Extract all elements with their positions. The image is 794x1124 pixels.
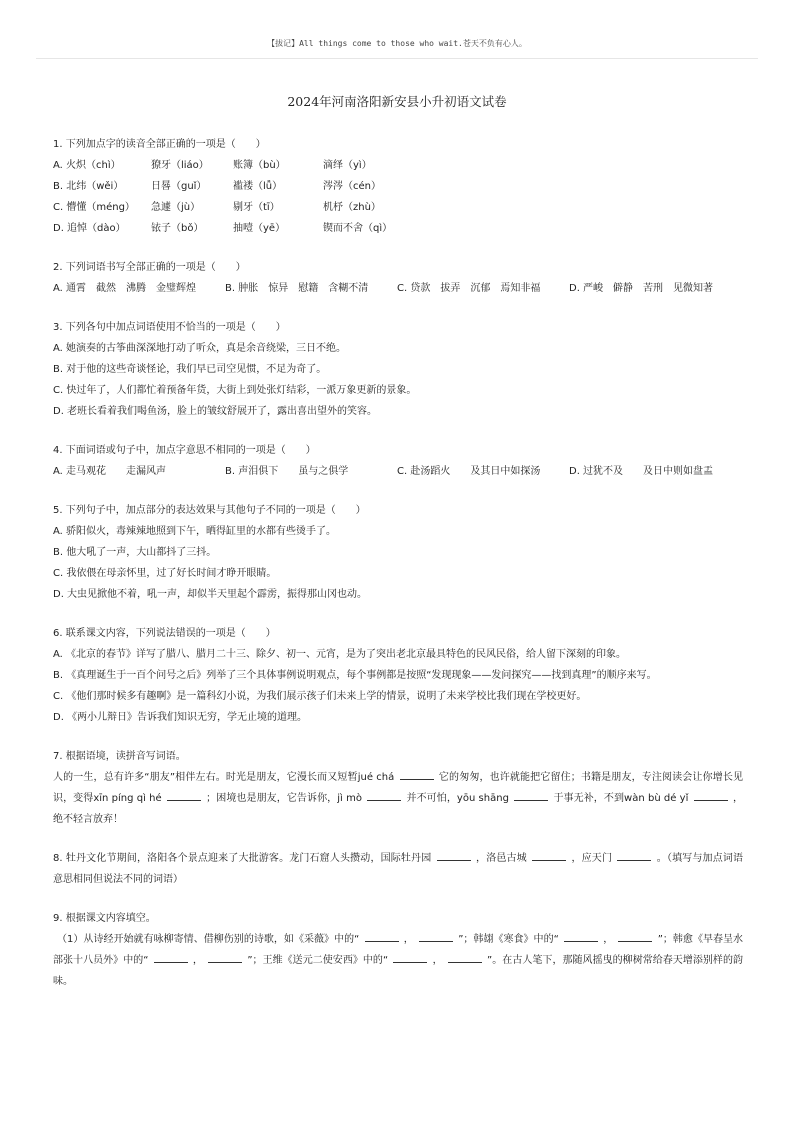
q1-cell: 獠牙（liáo） bbox=[151, 160, 209, 171]
q8-blank-1[interactable] bbox=[437, 849, 471, 861]
q7-text: ，绝不轻言放弃！ bbox=[53, 793, 743, 825]
q5-option-d: D. 大虫见掀他不着，吼一声，却似半天里起个霹雳，振得那山冈也动。 bbox=[53, 589, 368, 600]
q9-text: （1）从诗经开始就有咏柳寄情、借柳伤别的诗歌，如《采薇》中的“ bbox=[57, 934, 360, 945]
q1-cell: 抽噎（yē） bbox=[233, 223, 286, 234]
q1-cell: 滴绎（yì） bbox=[323, 160, 372, 171]
q2-option-d: D. 严峻 僻静 苦刑 见微知著 bbox=[569, 283, 714, 294]
q1-cell: 铱子（bǒ） bbox=[151, 223, 204, 234]
q5-option-c: C. 我依偎在母亲怀里，过了好长时间才睁开眼睛。 bbox=[53, 568, 277, 579]
q6-option-c: C. 《他们那时候多有趣啊》是一篇科幻小说，为我们展示孩子们未来上学的情景，说明了未来学校比我们现在学校更好。 bbox=[53, 691, 587, 702]
q7-blank-2[interactable] bbox=[167, 789, 201, 801]
q1-cell: C. 懵懂（méng） bbox=[53, 202, 135, 213]
question-7-passage bbox=[53, 767, 743, 830]
q9-blank-4[interactable] bbox=[618, 930, 652, 942]
question-1-option-row bbox=[53, 218, 743, 239]
header-divider bbox=[36, 58, 758, 59]
q9-text: ”。在古人笔下，那随风摇曳的柳树常给春天增添别样的韵味。 bbox=[53, 955, 743, 987]
q4-option-d: D. 过犹不及 及日中则如盘盂 bbox=[569, 466, 714, 477]
q7-blank-3[interactable] bbox=[367, 789, 401, 801]
q4-option-a: A. 走马观花 走漏风声 bbox=[53, 466, 167, 477]
q8-blank-3[interactable] bbox=[617, 849, 651, 861]
question-4-stem: 4. 下面词语或句子中，加点字意思不相同的一项是（ ） bbox=[53, 445, 316, 456]
q8-blank-2[interactable] bbox=[532, 849, 566, 861]
page-title: 2024年河南洛阳新安县小升初语文试卷 bbox=[287, 94, 507, 109]
q2-option-b: B. 肿胀 惊异 慰籍 含糊不清 bbox=[225, 283, 369, 294]
q5-option-b: B. 他大吼了一声，大山都抖了三抖。 bbox=[53, 547, 217, 558]
question-5 bbox=[53, 500, 743, 605]
q2-option-c: C. 贷款 拔弄 沉郁 焉知非福 bbox=[397, 283, 541, 294]
q9-text: ”；韩翃《寒食》中的“ bbox=[458, 934, 559, 945]
q6-option-d: D. 《两小儿辩日》告诉我们知识无穷，学无止境的道理。 bbox=[53, 712, 308, 723]
q9-text: ”；韩愈《早春呈水部张十八员外》中的“ bbox=[53, 934, 744, 966]
q9-blank-8[interactable] bbox=[448, 951, 482, 963]
q1-cell: 涔涔（cén） bbox=[323, 181, 381, 192]
question-2-options bbox=[53, 278, 743, 299]
q1-cell: 急遽（jù） bbox=[151, 202, 201, 213]
q3-option-a: A. 她演奏的古筝曲深深地打动了听众，真是余音绕梁，三日不绝。 bbox=[53, 343, 347, 354]
question-6-stem: 6. 联系课文内容，下列说法错误的一项是（ ） bbox=[53, 628, 276, 639]
question-7 bbox=[53, 746, 743, 830]
q9-blank-2[interactable] bbox=[419, 930, 453, 942]
q1-cell: B. 北纬（wěi） bbox=[53, 181, 124, 192]
q7-text: 它的匆匆，也许就能把它留住；书籍是朋友，专注阅读会让你增长见识，变得xīn píng qì hé bbox=[53, 772, 743, 804]
q8-text: 8. 牡丹文化节期间，洛阳各个景点迎来了大批游客。龙门石窟人头攒动，国际牡丹园 bbox=[53, 853, 432, 864]
question-3-stem: 3. 下列各句中加点词语使用不恰当的一项是（ ） bbox=[53, 322, 286, 333]
q9-text: ”；王维《送元二使安西》中的“ bbox=[247, 955, 389, 966]
q7-blank-1[interactable] bbox=[400, 768, 434, 780]
q7-blank-5[interactable] bbox=[694, 789, 728, 801]
q9-blank-1[interactable] bbox=[365, 930, 399, 942]
question-8 bbox=[53, 848, 743, 890]
page-header: 【拔记】All things come to those who wait.苍天不负有心人。 bbox=[267, 39, 527, 48]
q9-text: ， bbox=[192, 955, 203, 966]
question-2 bbox=[53, 257, 743, 299]
q7-text: 于事无补，不到wàn bù dé yǐ bbox=[553, 793, 689, 804]
question-1-stem: 1. 下列加点字的读音全部正确的一项是（ ） bbox=[53, 139, 266, 150]
q9-blank-7[interactable] bbox=[393, 951, 427, 963]
question-1 bbox=[53, 134, 743, 239]
q1-cell: A. 火炽（chì） bbox=[53, 160, 121, 171]
q6-option-a: A. 《北京的春节》详写了腊八、腊月二十三、除夕、初一、元宵，是为了突出老北京最具特色的民风民俗，给人留下深刻的印象。 bbox=[53, 649, 627, 660]
q7-text: 并不可怕，yōu shāng bbox=[406, 793, 509, 804]
exam-content bbox=[53, 134, 743, 1010]
q3-option-d: D. 老班长看着我们喝鱼汤，脸上的皱纹舒展开了，露出喜出望外的笑容。 bbox=[53, 406, 378, 417]
q2-option-a: A. 通霄 截然 沸腾 金璧辉煌 bbox=[53, 283, 197, 294]
q5-option-a: A. 骄阳似火，毒辣辣地照到下午，晒得缸里的水都有些烫手了。 bbox=[53, 526, 337, 537]
q1-cell: 日晷（guǐ） bbox=[151, 181, 207, 192]
q4-option-c: C. 赴汤蹈火 及其日中如探汤 bbox=[397, 466, 541, 477]
q9-text: ， bbox=[603, 934, 614, 945]
question-6 bbox=[53, 623, 743, 728]
q3-option-b: B. 对于他的这些奇谈怪论，我们早已司空见惯，不足为奇了。 bbox=[53, 364, 327, 375]
question-7-stem: 7. 根据语境，读拼音写词语。 bbox=[53, 751, 186, 762]
q4-option-b: B. 声泪俱下 虽与之俱学 bbox=[225, 466, 349, 477]
q1-cell: 锲而不舍（qì） bbox=[323, 223, 393, 234]
question-1-option-row bbox=[53, 176, 743, 197]
question-3 bbox=[53, 317, 743, 422]
q8-text: ，应天门 bbox=[571, 853, 613, 864]
q1-cell: 账簿（bù） bbox=[233, 160, 286, 171]
question-4-options bbox=[53, 461, 743, 482]
question-4 bbox=[53, 440, 743, 482]
q1-cell: 剔牙（tī） bbox=[233, 202, 280, 213]
q9-text: ， bbox=[403, 934, 414, 945]
question-2-stem: 2. 下列词语书写全部正确的一项是（ ） bbox=[53, 262, 246, 273]
q9-blank-5[interactable] bbox=[154, 951, 188, 963]
q9-blank-6[interactable] bbox=[208, 951, 242, 963]
question-8-passage bbox=[53, 848, 743, 890]
q3-option-c: C. 快过年了，人们都忙着预备年货，大街上到处张灯结彩，一派万象更新的景象。 bbox=[53, 385, 417, 396]
question-9-passage bbox=[53, 929, 743, 992]
q9-text: ， bbox=[432, 955, 443, 966]
question-9 bbox=[53, 908, 743, 992]
q8-text: 。（填写与加点词语意思相同但说法不同的词语） bbox=[53, 853, 744, 885]
q7-text: 人的一生，总有许多“朋友”相伴左右。时光是朋友，它漫长而又短暂jué chá bbox=[53, 772, 395, 783]
q6-option-b: B. 《真理诞生于一百个问号之后》列举了三个具体事例说明观点，每个事例都是按照“发现现象——发问探究——找到真理”的顺序来写。 bbox=[53, 670, 657, 681]
q7-text: ；困境也是朋友，它告诉你，jì mò bbox=[206, 793, 362, 804]
q1-cell: 褴褛（lǚ） bbox=[233, 181, 283, 192]
q1-cell: 机杼（zhù） bbox=[323, 202, 381, 213]
question-5-stem: 5. 下列句子中，加点部分的表达效果与其他句子不同的一项是（ ） bbox=[53, 505, 366, 516]
q9-blank-3[interactable] bbox=[564, 930, 598, 942]
question-9-stem: 9. 根据课文内容填空。 bbox=[53, 913, 156, 924]
q7-blank-4[interactable] bbox=[514, 789, 548, 801]
question-1-option-row bbox=[53, 155, 743, 176]
q1-cell: D. 追悼（dào） bbox=[53, 223, 126, 234]
q8-text: ，洛邑古城 bbox=[476, 853, 527, 864]
question-1-option-row bbox=[53, 197, 743, 218]
